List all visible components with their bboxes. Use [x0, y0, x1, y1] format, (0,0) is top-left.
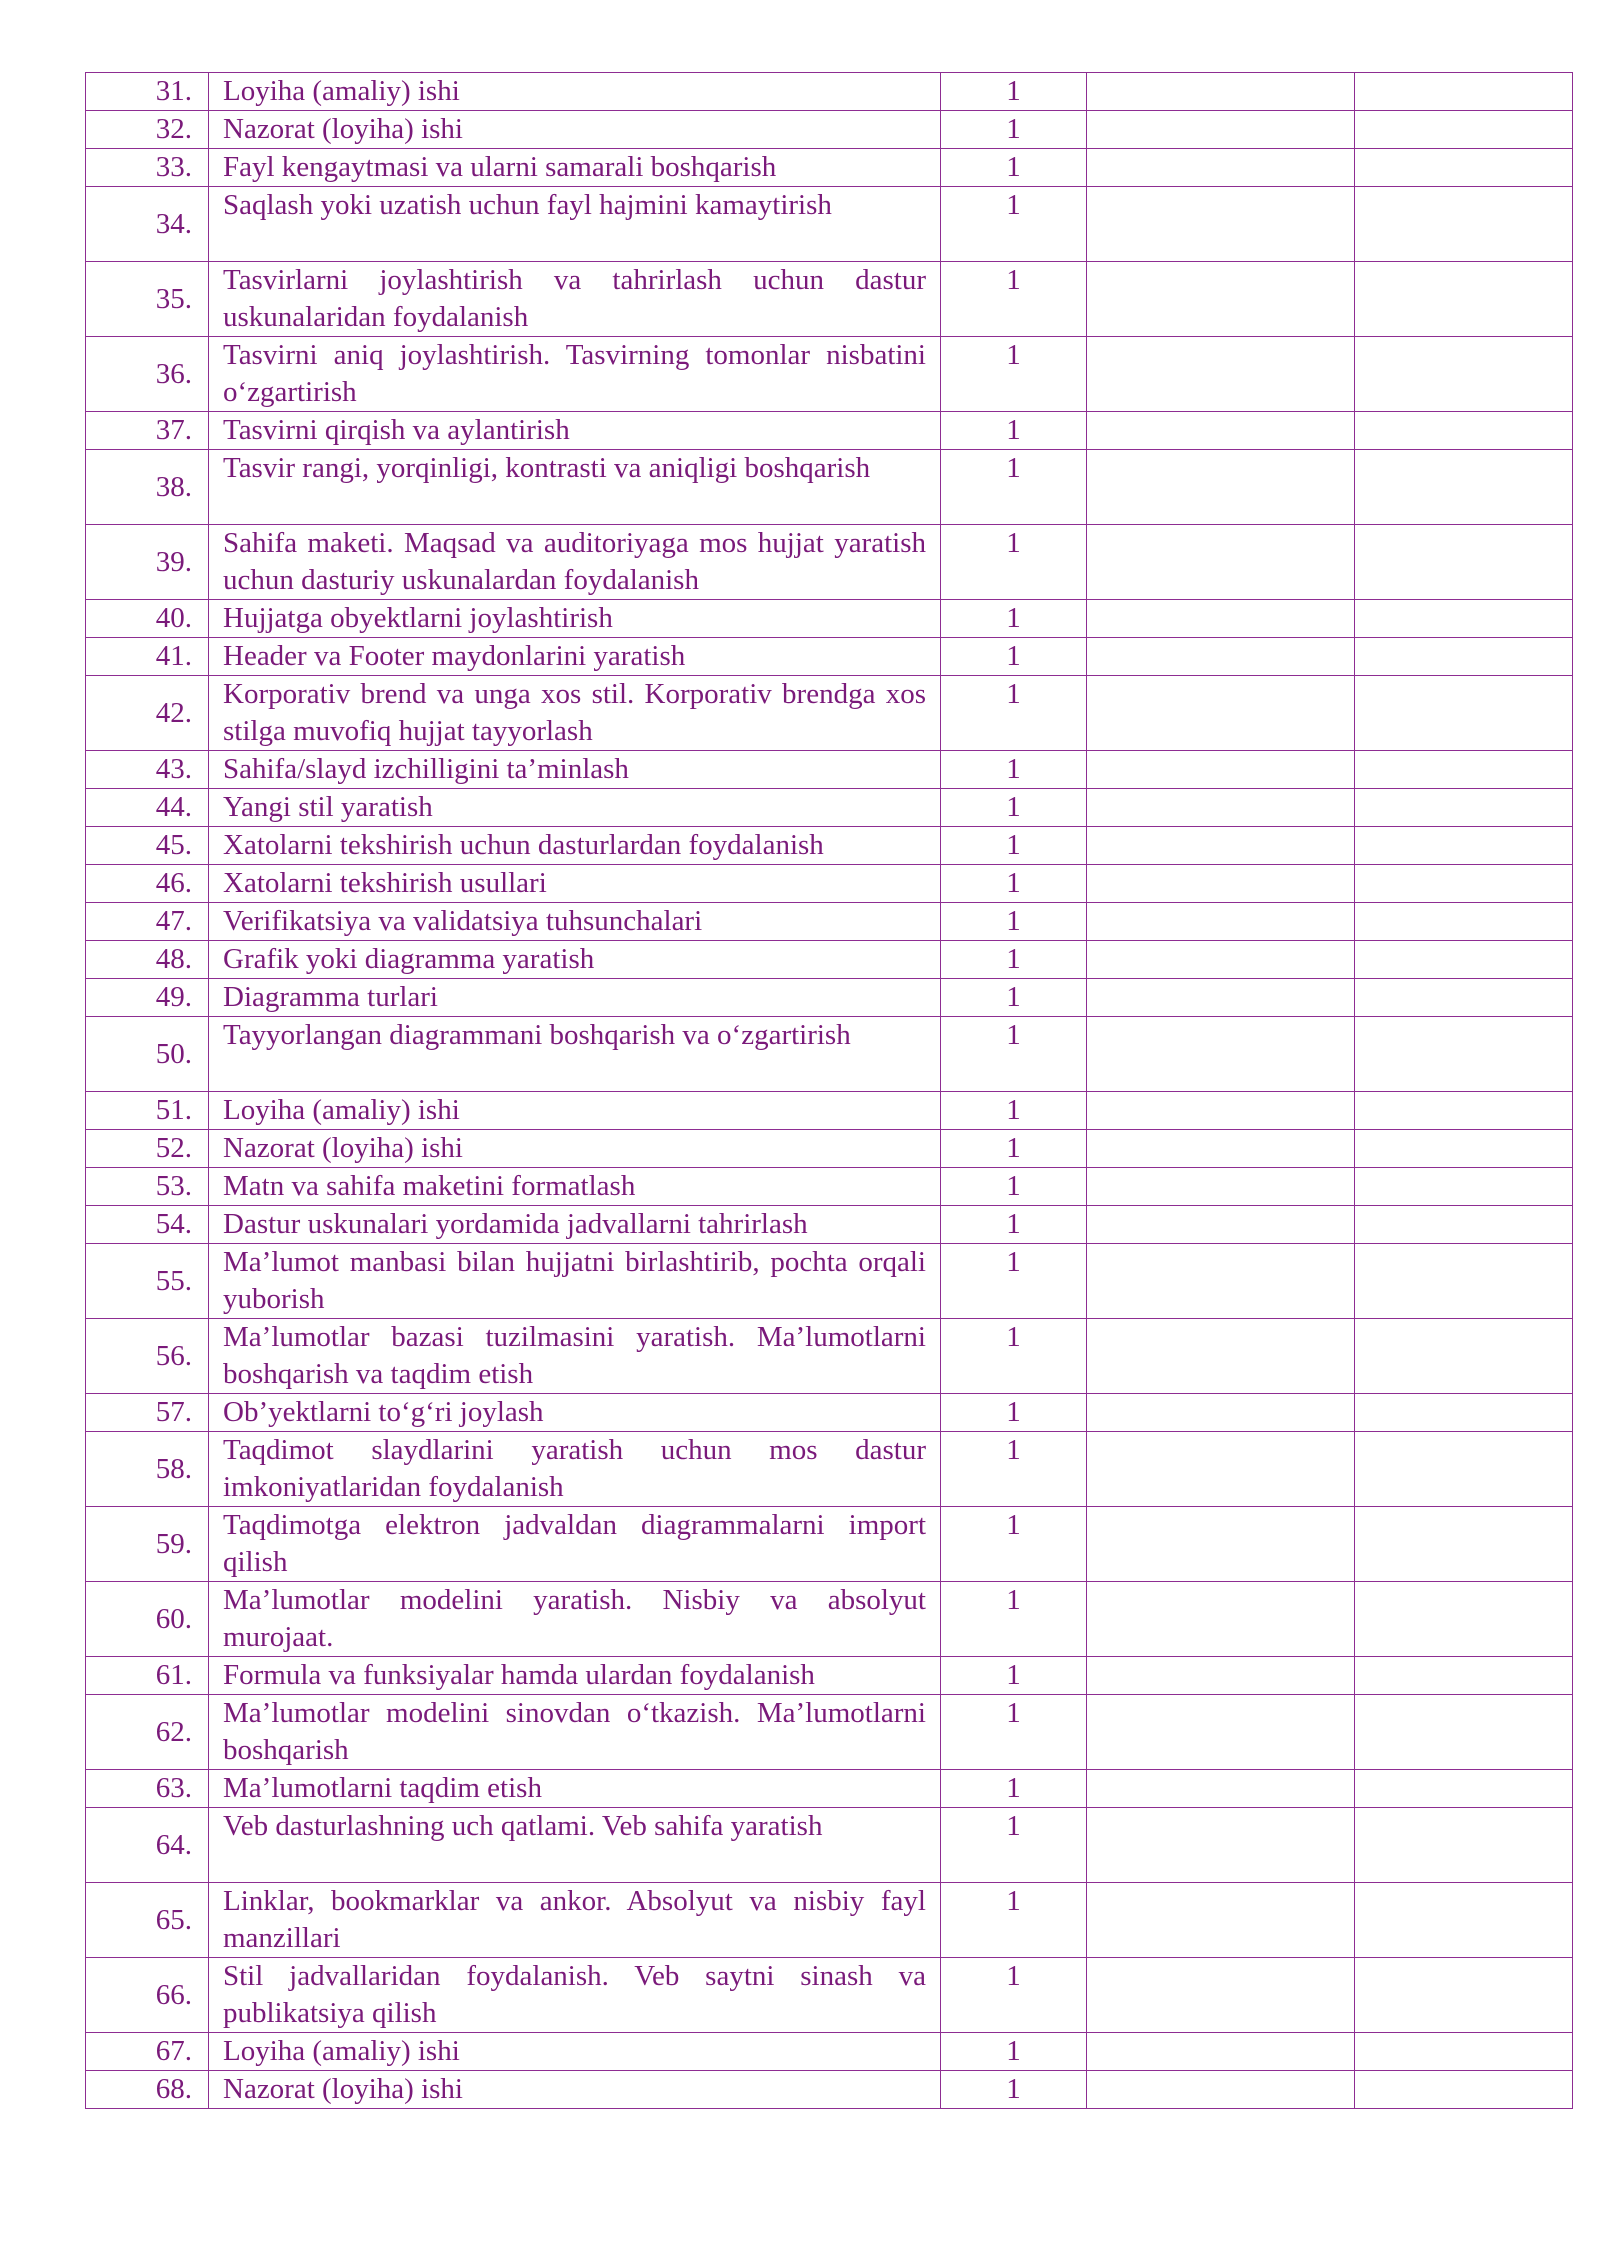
empty-cell-b [1355, 1017, 1573, 1092]
empty-cell-b [1355, 638, 1573, 676]
table-row [86, 865, 1573, 903]
row-number: 43. [86, 751, 209, 789]
row-number: 40. [86, 600, 209, 638]
empty-cell-b [1355, 1770, 1573, 1808]
empty-cell-a [1087, 1958, 1355, 2033]
empty-cell-a [1087, 1582, 1355, 1657]
empty-cell-a [1087, 111, 1355, 149]
row-number: 47. [86, 903, 209, 941]
row-number: 54. [86, 1206, 209, 1244]
empty-cell-b [1355, 1168, 1573, 1206]
table-row [86, 149, 1573, 187]
empty-cell-a [1087, 1092, 1355, 1130]
topic-cell: Grafik yoki diagramma yaratish [209, 941, 941, 979]
topic-cell: Dastur uskunalari yordamida jadvallarni tahrirlash [209, 1206, 941, 1244]
hours-cell: 1 [941, 525, 1087, 600]
table-row [86, 1130, 1573, 1168]
empty-cell-a [1087, 1206, 1355, 1244]
row-number: 38. [86, 450, 209, 525]
empty-cell-a [1087, 941, 1355, 979]
empty-cell-b [1355, 1319, 1573, 1394]
table-row [86, 1770, 1573, 1808]
row-number: 31. [86, 73, 209, 111]
empty-cell-a [1087, 149, 1355, 187]
topic-cell: Loyiha (amaliy) ishi [209, 73, 941, 111]
row-number: 58. [86, 1432, 209, 1507]
hours-cell: 1 [941, 2033, 1087, 2071]
row-number: 32. [86, 111, 209, 149]
table-row [86, 751, 1573, 789]
table-row [86, 1206, 1573, 1244]
topic-cell: Formula va funksiyalar hamda ulardan foydalanish [209, 1657, 941, 1695]
empty-cell-b [1355, 979, 1573, 1017]
empty-cell-a [1087, 450, 1355, 525]
empty-cell-a [1087, 1319, 1355, 1394]
topic-cell: Veb dasturlashning uch qatlami. Veb sahifa yaratish [209, 1808, 941, 1883]
row-number: 61. [86, 1657, 209, 1695]
topic-cell: Sahifa/slayd izchilligini ta’minlash [209, 751, 941, 789]
empty-cell-b [1355, 2033, 1573, 2071]
empty-cell-a [1087, 412, 1355, 450]
empty-cell-b [1355, 865, 1573, 903]
empty-cell-b [1355, 600, 1573, 638]
row-number: 49. [86, 979, 209, 1017]
empty-cell-a [1087, 789, 1355, 827]
topic-cell: Matn va sahifa maketini formatlash [209, 1168, 941, 1206]
table-row [86, 979, 1573, 1017]
row-number: 60. [86, 1582, 209, 1657]
topic-cell: Fayl kengaytmasi va ularni samarali boshqarish [209, 149, 941, 187]
topic-cell: Hujjatga obyektlarni joylashtirish [209, 600, 941, 638]
hours-cell: 1 [941, 676, 1087, 751]
hours-cell: 1 [941, 827, 1087, 865]
empty-cell-a [1087, 638, 1355, 676]
row-number: 35. [86, 262, 209, 337]
table-row [86, 638, 1573, 676]
empty-cell-a [1087, 1130, 1355, 1168]
row-number: 56. [86, 1319, 209, 1394]
row-number: 59. [86, 1507, 209, 1582]
table-row [86, 2033, 1573, 2071]
hours-cell: 1 [941, 111, 1087, 149]
empty-cell-b [1355, 1582, 1573, 1657]
topic-cell: Nazorat (loyiha) ishi [209, 2071, 941, 2109]
empty-cell-b [1355, 751, 1573, 789]
empty-cell-a [1087, 1017, 1355, 1092]
hours-cell: 1 [941, 865, 1087, 903]
empty-cell-a [1087, 1507, 1355, 1582]
table-row [86, 941, 1573, 979]
row-number: 37. [86, 412, 209, 450]
empty-cell-b [1355, 111, 1573, 149]
empty-cell-b [1355, 1130, 1573, 1168]
hours-cell: 1 [941, 1695, 1087, 1770]
topic-cell: Nazorat (loyiha) ishi [209, 1130, 941, 1168]
empty-cell-b [1355, 1657, 1573, 1695]
empty-cell-b [1355, 337, 1573, 412]
empty-cell-b [1355, 1092, 1573, 1130]
table-row [86, 789, 1573, 827]
hours-cell: 1 [941, 450, 1087, 525]
table-body [86, 73, 1573, 2109]
empty-cell-a [1087, 751, 1355, 789]
hours-cell: 1 [941, 941, 1087, 979]
row-number: 46. [86, 865, 209, 903]
hours-cell: 1 [941, 337, 1087, 412]
hours-cell: 1 [941, 149, 1087, 187]
table-row [86, 1657, 1573, 1695]
empty-cell-a [1087, 1432, 1355, 1507]
table-row [86, 1582, 1573, 1657]
empty-cell-a [1087, 903, 1355, 941]
hours-cell: 1 [941, 412, 1087, 450]
topic-cell: Sahifa maketi. Maqsad va auditoriyaga mos hujjat yaratish uchun dasturiy uskunalardan foydalanish [209, 525, 941, 600]
hours-cell: 1 [941, 1770, 1087, 1808]
empty-cell-b [1355, 1244, 1573, 1319]
empty-cell-a [1087, 865, 1355, 903]
table-row [86, 1507, 1573, 1582]
empty-cell-a [1087, 262, 1355, 337]
topic-cell: Header va Footer maydonlarini yaratish [209, 638, 941, 676]
empty-cell-a [1087, 676, 1355, 751]
hours-cell: 1 [941, 1168, 1087, 1206]
topic-cell: Taqdimot slaydlarini yaratish uchun mos dastur imkoniyatlaridan foydalanish [209, 1432, 941, 1507]
topic-cell: Xatolarni tekshirish usullari [209, 865, 941, 903]
empty-cell-a [1087, 337, 1355, 412]
table-row [86, 1017, 1573, 1092]
empty-cell-b [1355, 941, 1573, 979]
topic-cell: Diagramma turlari [209, 979, 941, 1017]
table-row [86, 187, 1573, 262]
table-row [86, 676, 1573, 751]
table-row [86, 827, 1573, 865]
hours-cell: 1 [941, 1657, 1087, 1695]
empty-cell-a [1087, 1657, 1355, 1695]
table-row [86, 450, 1573, 525]
empty-cell-b [1355, 2071, 1573, 2109]
empty-cell-a [1087, 1770, 1355, 1808]
empty-cell-b [1355, 1883, 1573, 1958]
empty-cell-a [1087, 1168, 1355, 1206]
topic-cell: Ma’lumotlar modelini yaratish. Nisbiy va absolyut murojaat. [209, 1582, 941, 1657]
topic-cell: Ma’lumotlar modelini sinovdan o‘tkazish. Ma’lumotlarni boshqarish [209, 1695, 941, 1770]
table-row [86, 412, 1573, 450]
row-number: 42. [86, 676, 209, 751]
empty-cell-a [1087, 2033, 1355, 2071]
table-row [86, 1958, 1573, 2033]
row-number: 53. [86, 1168, 209, 1206]
hours-cell: 1 [941, 1319, 1087, 1394]
table-row [86, 1168, 1573, 1206]
hours-cell: 1 [941, 73, 1087, 111]
table-row [86, 1244, 1573, 1319]
topic-cell: Ob’yektlarni to‘g‘ri joylash [209, 1394, 941, 1432]
empty-cell-b [1355, 1206, 1573, 1244]
topic-cell: Linklar, bookmarklar va ankor. Absolyut va nisbiy fayl manzillari [209, 1883, 941, 1958]
row-number: 65. [86, 1883, 209, 1958]
hours-cell: 1 [941, 262, 1087, 337]
hours-cell: 1 [941, 1206, 1087, 1244]
empty-cell-a [1087, 1244, 1355, 1319]
hours-cell: 1 [941, 638, 1087, 676]
table-row [86, 525, 1573, 600]
row-number: 44. [86, 789, 209, 827]
empty-cell-a [1087, 525, 1355, 600]
empty-cell-a [1087, 1394, 1355, 1432]
empty-cell-b [1355, 525, 1573, 600]
empty-cell-a [1087, 1883, 1355, 1958]
empty-cell-b [1355, 450, 1573, 525]
row-number: 55. [86, 1244, 209, 1319]
table-row [86, 600, 1573, 638]
table-row [86, 2071, 1573, 2109]
row-number: 62. [86, 1695, 209, 1770]
topics-table [85, 72, 1573, 2109]
hours-cell: 1 [941, 979, 1087, 1017]
topic-cell: Taqdimotga elektron jadvaldan diagrammalarni import qilish [209, 1507, 941, 1582]
table-row [86, 1432, 1573, 1507]
row-number: 45. [86, 827, 209, 865]
empty-cell-a [1087, 1695, 1355, 1770]
table-row [86, 1808, 1573, 1883]
empty-cell-b [1355, 262, 1573, 337]
row-number: 36. [86, 337, 209, 412]
topic-cell: Ma’lumotlarni taqdim etish [209, 1770, 941, 1808]
empty-cell-a [1087, 1808, 1355, 1883]
hours-cell: 1 [941, 2071, 1087, 2109]
table-row [86, 1883, 1573, 1958]
row-number: 63. [86, 1770, 209, 1808]
empty-cell-b [1355, 149, 1573, 187]
topic-cell: Ma’lumot manbasi bilan hujjatni birlashtirib, pochta orqali yuborish [209, 1244, 941, 1319]
table-row [86, 337, 1573, 412]
topic-cell: Saqlash yoki uzatish uchun fayl hajmini kamaytirish [209, 187, 941, 262]
empty-cell-b [1355, 1958, 1573, 2033]
empty-cell-b [1355, 676, 1573, 751]
empty-cell-b [1355, 187, 1573, 262]
table-row [86, 1092, 1573, 1130]
topic-cell: Stil jadvallaridan foydalanish. Veb saytni sinash va publikatsiya qilish [209, 1958, 941, 2033]
row-number: 67. [86, 2033, 209, 2071]
table-row [86, 1695, 1573, 1770]
row-number: 57. [86, 1394, 209, 1432]
empty-cell-b [1355, 903, 1573, 941]
table-row [86, 903, 1573, 941]
hours-cell: 1 [941, 1883, 1087, 1958]
topic-cell: Xatolarni tekshirish uchun dasturlardan foydalanish [209, 827, 941, 865]
empty-cell-b [1355, 1507, 1573, 1582]
row-number: 52. [86, 1130, 209, 1168]
row-number: 41. [86, 638, 209, 676]
topic-cell: Tasvirlarni joylashtirish va tahrirlash uchun dastur uskunalaridan foydalanish [209, 262, 941, 337]
topic-cell: Yangi stil yaratish [209, 789, 941, 827]
hours-cell: 1 [941, 1017, 1087, 1092]
row-number: 66. [86, 1958, 209, 2033]
row-number: 50. [86, 1017, 209, 1092]
hours-cell: 1 [941, 1394, 1087, 1432]
row-number: 68. [86, 2071, 209, 2109]
empty-cell-b [1355, 1808, 1573, 1883]
row-number: 48. [86, 941, 209, 979]
row-number: 64. [86, 1808, 209, 1883]
topic-cell: Ma’lumotlar bazasi tuzilmasini yaratish. Ma’lumotlarni boshqarish va taqdim etish [209, 1319, 941, 1394]
topic-cell: Tasvir rangi, yorqinligi, kontrasti va aniqligi boshqarish [209, 450, 941, 525]
hours-cell: 1 [941, 751, 1087, 789]
row-number: 51. [86, 1092, 209, 1130]
hours-cell: 1 [941, 1244, 1087, 1319]
table-row [86, 73, 1573, 111]
row-number: 34. [86, 187, 209, 262]
topic-cell: Loyiha (amaliy) ishi [209, 1092, 941, 1130]
hours-cell: 1 [941, 1432, 1087, 1507]
hours-cell: 1 [941, 903, 1087, 941]
empty-cell-b [1355, 789, 1573, 827]
hours-cell: 1 [941, 1808, 1087, 1883]
empty-cell-b [1355, 73, 1573, 111]
empty-cell-b [1355, 412, 1573, 450]
empty-cell-b [1355, 827, 1573, 865]
table-row [86, 1394, 1573, 1432]
topic-cell: Nazorat (loyiha) ishi [209, 111, 941, 149]
topic-cell: Tayyorlangan diagrammani boshqarish va o‘zgartirish [209, 1017, 941, 1092]
topic-cell: Tasvirni aniq joylashtirish. Tasvirning tomonlar nisbatini o‘zgartirish [209, 337, 941, 412]
empty-cell-b [1355, 1394, 1573, 1432]
topic-cell: Verifikatsiya va validatsiya tuhsunchalari [209, 903, 941, 941]
hours-cell: 1 [941, 1130, 1087, 1168]
empty-cell-a [1087, 827, 1355, 865]
hours-cell: 1 [941, 1507, 1087, 1582]
empty-cell-a [1087, 979, 1355, 1017]
table-row [86, 1319, 1573, 1394]
topic-cell: Loyiha (amaliy) ishi [209, 2033, 941, 2071]
empty-cell-a [1087, 2071, 1355, 2109]
row-number: 33. [86, 149, 209, 187]
hours-cell: 1 [941, 789, 1087, 827]
hours-cell: 1 [941, 600, 1087, 638]
empty-cell-a [1087, 187, 1355, 262]
table-row [86, 262, 1573, 337]
empty-cell-a [1087, 600, 1355, 638]
hours-cell: 1 [941, 187, 1087, 262]
row-number: 39. [86, 525, 209, 600]
hours-cell: 1 [941, 1958, 1087, 2033]
hours-cell: 1 [941, 1582, 1087, 1657]
empty-cell-b [1355, 1695, 1573, 1770]
empty-cell-b [1355, 1432, 1573, 1507]
topic-cell: Tasvirni qirqish va aylantirish [209, 412, 941, 450]
topic-cell: Korporativ brend va unga xos stil. Korporativ brendga xos stilga muvofiq hujjat tayyorlash [209, 676, 941, 751]
hours-cell: 1 [941, 1092, 1087, 1130]
table-row [86, 111, 1573, 149]
empty-cell-a [1087, 73, 1355, 111]
